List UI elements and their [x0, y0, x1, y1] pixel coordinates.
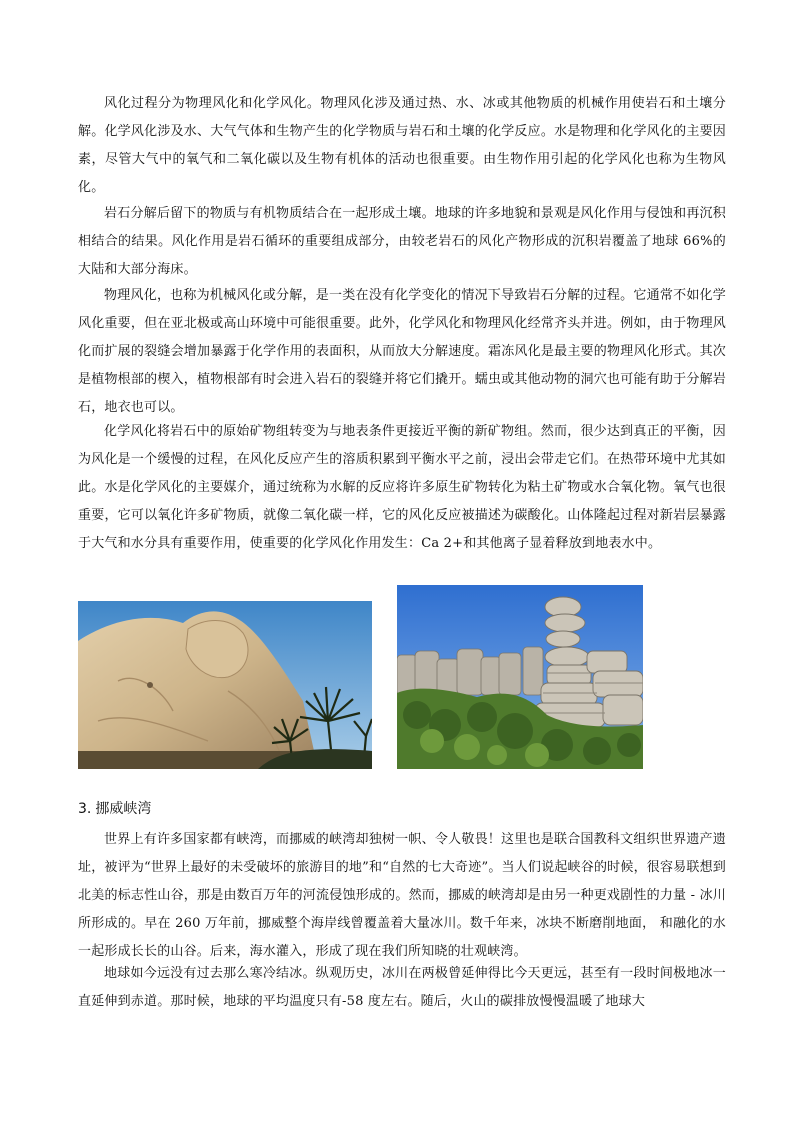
section-number: 3.	[78, 801, 92, 817]
granite-boulder-photo	[78, 601, 372, 769]
paragraph-ice-age: 地球如今远没有过去那么寒冷结冰。纵观历史，冰川在两极曾延伸得比今天更远，甚至有一段时间极地冰一直延伸到赤道。那时候，地球的平均温度只有-58 度左右。随后，火山的碳排放慢慢温暖了地球大	[78, 966, 726, 1009]
paragraph-norway-fjords: 世界上有许多国家都有峡湾，而挪威的峡湾却独树一帜、令人敬畏！这里也是联合国教科文组织世界遗产遗址，被评为“世界上最好的未受破坏的旅游目的地”和“自然的七大奇迹”。当人们说起峡谷的时候，很容易联想到北美的标志性山谷，那是由数百万年的河流侵蚀形成的。然而，挪威的峡湾却是由另一种更戏剧性的力量 - 冰川所形成的。早在 260 万年前，挪威整个海岸线曾覆盖着大量冰川。数千年来，冰块不断磨削地面， 和融化的水一起形成长长的山谷。后来，海水灌入，形成了现在我们所知晓的壮观峡湾。	[78, 832, 726, 959]
section-title: 挪威峡湾	[95, 801, 152, 817]
paragraph-weathering-types: 风化过程分为物理风化和化学风化。物理风化涉及通过热、水、冰或其他物质的机械作用使岩石和土壤分解。化学风化涉及水、大气气体和生物产生的化学物质与岩石和土壤的化学反应。水是物理和化学风化的主要因素，尽管大气中的氧气和二氧化碳以及生物有机体的活动也很重要。由生物作用引起的化学风化也称为生物风化。	[78, 96, 726, 195]
paragraph-physical-weathering: 物理风化，也称为机械风化或分解，是一类在没有化学变化的情况下导致岩石分解的过程。它通常不如化学风化重要，但在亚北极或高山环境中可能很重要。此外，化学风化和物理风化经常齐头并进。例如，由于物理风化而扩展的裂缝会增加暴露于化学作用的表面积，从而放大分解速度。霜冻风化是最主要的物理风化形式。其次是植物根部的楔入，植物根部有时会进入岩石的裂缝并将它们撬开。蠕虫或其他动物的洞穴也可能有助于分解岩石，地衣也可以。	[78, 288, 726, 415]
limestone-karst-photo	[397, 585, 643, 769]
paragraph-soil-formation: 岩石分解后留下的物质与有机物质结合在一起形成土壤。地球的许多地貌和景观是风化作用与侵蚀和再沉积相结合的结果。风化作用是岩石循环的重要组成部分，由较老岩石的风化产物形成的沉积岩覆盖了地球 66%的大陆和大部分海床。	[78, 206, 726, 277]
section-heading	[78, 798, 155, 820]
paragraph-chemical-weathering: 化学风化将岩石中的原始矿物组转变为与地表条件更接近平衡的新矿物组。然而，很少达到真正的平衡，因为风化是一个缓慢的过程，在风化反应产生的溶质积累到平衡水平之前，浸出会带走它们。在热带环境中尤其如此。水是化学风化的主要媒介，通过统称为水解的反应将许多原生矿物转化为粘土矿物或水合氧化物。氧气也很重要，它可以氧化许多矿物质，就像二氧化碳一样，它的风化反应被描述为碳酸化。山体隆起过程对新岩层暴露于大气和水分具有重要作用，使重要的化学风化作用发生：Ca 2+和其他离子显着释放到地表水中。	[78, 424, 726, 551]
